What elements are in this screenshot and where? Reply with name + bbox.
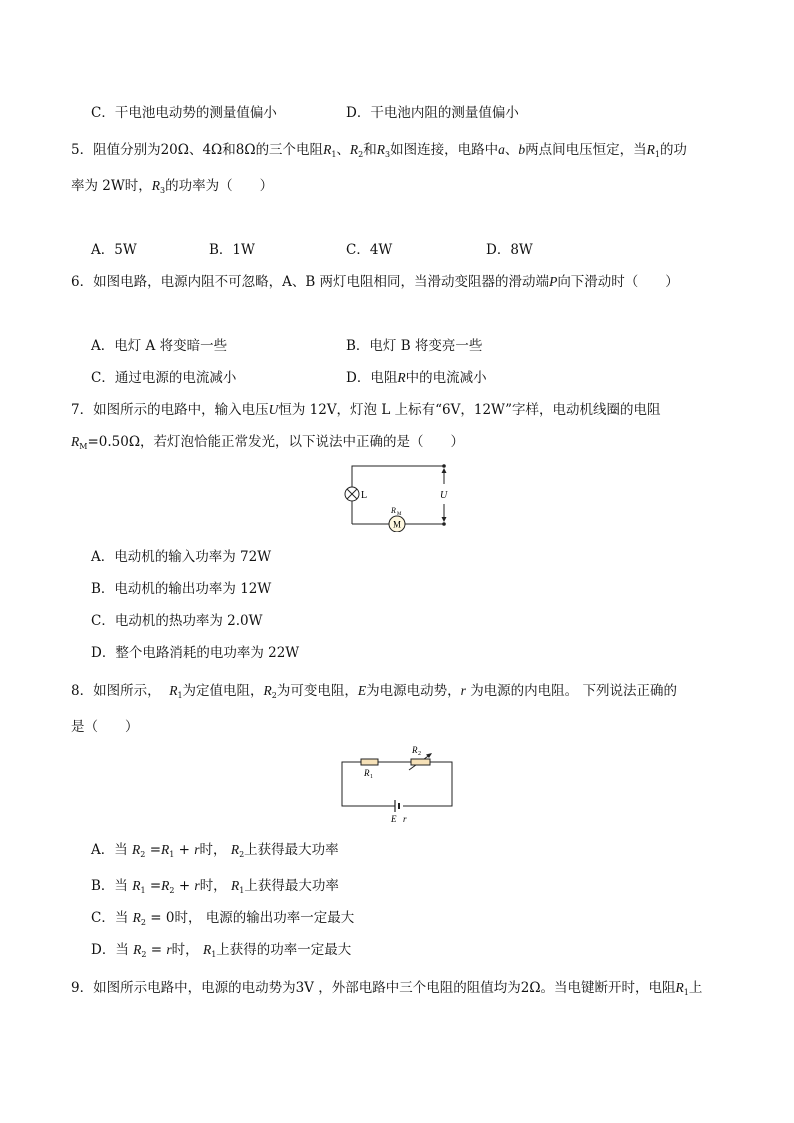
q7-fig-label-r: R <box>391 506 396 515</box>
rheostat-r2-icon <box>411 759 430 765</box>
q7-option-b: B．电动机的输出功率为 12W <box>91 581 272 597</box>
svg-text:2: 2 <box>418 751 421 757</box>
q6-option-c: C．通过电源的电流减小 <box>91 370 237 386</box>
q7-wire-top <box>352 466 444 487</box>
q5-option-b: B．1W <box>209 242 255 258</box>
q8-option-a: A．当 $R_2 =R_1 + r$时， $R_2$上获得最大功率 <box>91 842 339 859</box>
q7-fig-label-u: U <box>440 490 448 501</box>
q5-stem-line1: 5．阻值分别为20Ω、4Ω和8Ω的三个电阻$R_1$、$R_2$和$R_3$如图连接，电路中a、b两点间电压恒定，当$R_1$的功 <box>71 142 687 159</box>
q9-stem: 9．如图所示电路中，电源的电动势为3V ，外部电路中三个电阻的阻值均为2Ω。当电键断开时，电阻$R_1$上 <box>71 980 703 997</box>
q8-fig-label-e: E <box>391 814 397 824</box>
q6-option-a: A．电灯 A 将变暗一些 <box>91 338 228 354</box>
q5-stem-line2: 率为 2W时，$R_3$的功率为（ ） <box>71 178 274 195</box>
q5-option-c: C．4W <box>346 242 393 258</box>
q7-option-a: A．电动机的输入功率为 72W <box>91 549 272 565</box>
q7-option-d: D．整个电路消耗的电功率为 22W <box>91 645 300 661</box>
q8-option-d: D．当 $R_2 = r$时， $R_1$上获得的功率一定最大 <box>91 942 352 959</box>
q7-terminal-bottom <box>442 522 446 526</box>
resistor-r1-icon <box>361 759 378 765</box>
q8-fig-label-r1: R <box>364 768 370 778</box>
q8-stem-line1: 8．如图所示， $R_1$为定值电阻，$R_2$为可变电阻，E为电源电动势，r 为电源的内电阻。 下列说法正确的 <box>71 683 677 700</box>
q6-stem: 6．如图电路，电源内阻不可忽略，A、B 两灯电阻相同，当滑动变阻器的滑动端P向下滑动时（ ） <box>71 274 679 290</box>
q5-option-d: D．8W <box>486 242 533 258</box>
q8-stem-line2: 是（ ） <box>71 719 139 735</box>
q8-option-b: B．当 $R_1 =R_2 + r$时， $R_1$上获得最大功率 <box>91 878 339 895</box>
q7-fig-label-l: L <box>361 490 368 501</box>
q6-option-b: B．电灯 B 将变亮一些 <box>346 338 483 354</box>
q8-circuit-diagram <box>335 742 459 828</box>
q7-fig-label-m: M <box>393 519 402 530</box>
q7-stem-line2: $R_M=0.50\Omega$，若灯泡恰能正常发光，以下说法中正确的是（ ） <box>71 434 465 451</box>
q7-stem-line1: 7．如图所示的电路中，输入电压U恒为 12V，灯泡 L 上标有“6V，12W”字样，电动机线圈的电阻 <box>71 402 661 418</box>
q8-option-c: C．当 $R_2 = 0$时， 电源的输出功率一定最大 <box>91 910 355 927</box>
q7-option-c: C．电动机的热功率为 2.0W <box>91 613 263 629</box>
q7-terminal-top <box>442 464 446 468</box>
q8-fig-label-r: r <box>403 814 407 824</box>
q7-circuit-diagram <box>340 460 470 532</box>
q7-fig-label-msub: M <box>397 512 402 517</box>
q6-option-d: D．电阻R中的电流减小 <box>346 370 487 386</box>
q4-option-c: C．干电池电动势的测量值偏小 <box>91 105 277 121</box>
q4-option-d: D．干电池内阻的测量值偏小 <box>346 105 519 121</box>
q5-option-a: A．5W <box>91 242 137 258</box>
svg-text:1: 1 <box>370 774 373 780</box>
q8-fig-label-r2: R <box>412 745 418 755</box>
